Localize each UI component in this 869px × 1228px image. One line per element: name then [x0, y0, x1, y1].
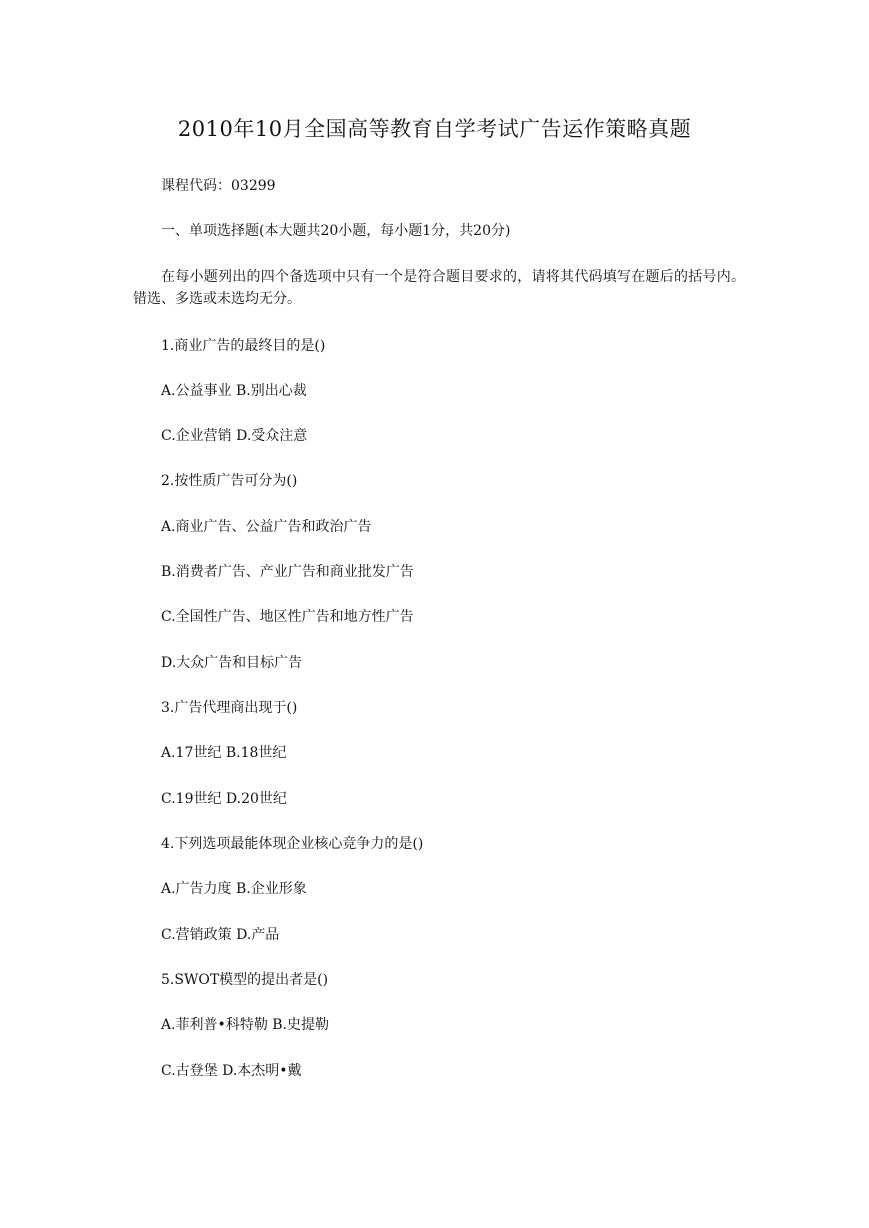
question-line: 1.商业广告的最终目的是() [161, 338, 326, 354]
question-line: C.古登堡 D.本杰明•戴 [161, 1063, 302, 1079]
question-line: 5.SWOT模型的提出者是() [161, 972, 329, 988]
course-code: 课程代码：03299 [161, 178, 276, 194]
question-line: 4.下列选项最能体现企业核心竞争力的是() [161, 836, 424, 852]
question-line: C.19世纪 D.20世纪 [161, 791, 287, 807]
question-line: C.营销政策 D.产品 [161, 927, 280, 943]
question-line: C.企业营销 D.受众注意 [161, 428, 308, 444]
question-line: A.广告力度 B.企业形象 [161, 881, 307, 897]
question-line: A.商业广告、公益广告和政治广告 [161, 519, 372, 535]
question-line: B.消费者广告、产业广告和商业批发广告 [161, 564, 414, 580]
question-line: C.全国性广告、地区性广告和地方性广告 [161, 609, 414, 625]
question-line: 3.广告代理商出现于() [161, 700, 298, 716]
question-line: A.菲利普•科特勒 B.史提勒 [161, 1017, 330, 1033]
document-title: 2010年10月全国高等教育自学考试广告运作策略真题 [177, 117, 692, 141]
section-heading: 一、单项选择题(本大题共20小题，每小题1分，共20分) [161, 223, 511, 239]
question-line: A.17世纪 B.18世纪 [161, 745, 287, 761]
instructions-paragraph: 在每小题列出的四个备选项中只有一个是符合题目要求的，请将其代码填写在题后的括号内。错选、多选或未选均无分。 [133, 269, 745, 307]
question-line: A.公益事业 B.别出心裁 [161, 383, 307, 399]
question-line: 2.按性质广告可分为() [161, 473, 298, 489]
question-line: D.大众广告和目标广告 [161, 655, 303, 671]
